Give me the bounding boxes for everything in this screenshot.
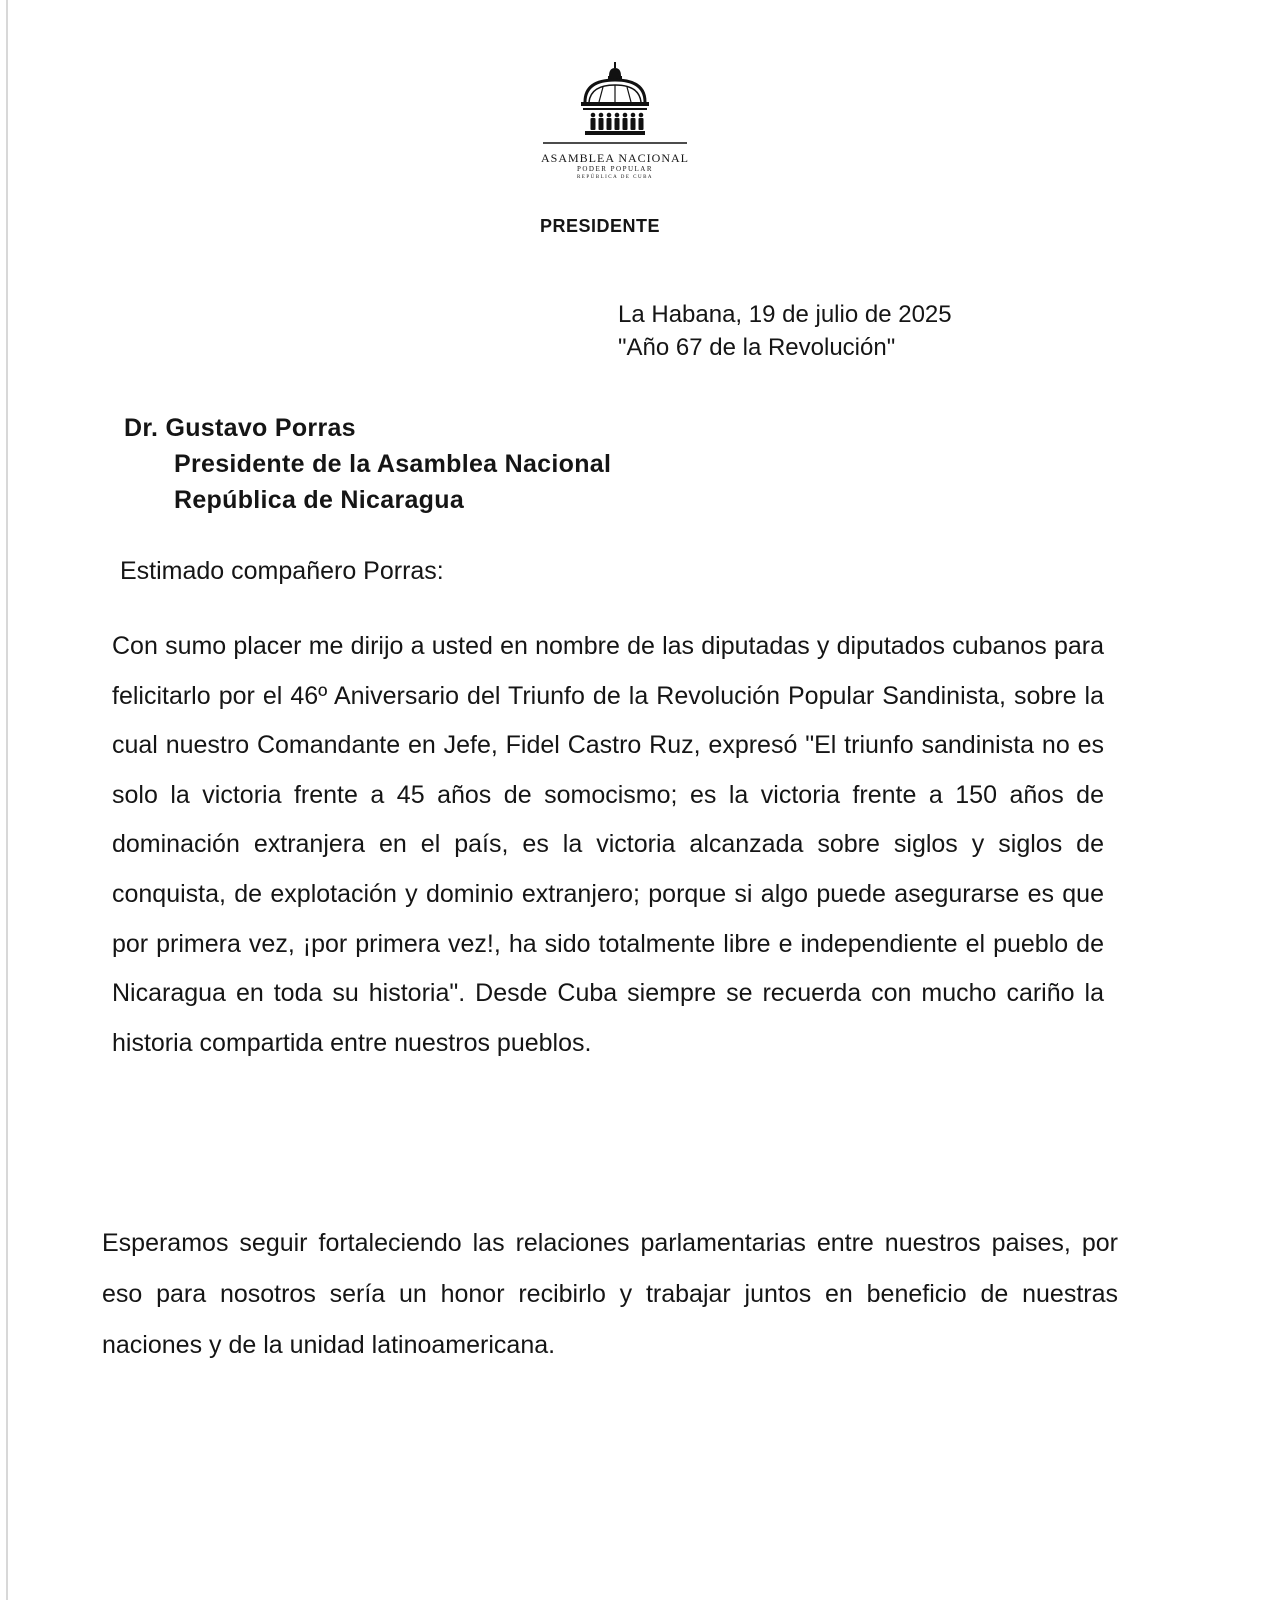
salutation: Estimado compañero Porras:	[120, 557, 444, 585]
body-paragraph-1: Con sumo placer me dirijo a usted en nombre de las diputadas y diputados cubanos para felicitarlo por el 46º Aniversario del Triunfo de la Revolución Popular Sandinista, sobre la cual nuestro Comandante en Jefe, Fidel Castro Ruz, expresó "El triunfo sandinista no es solo la victoria frente a 45 años de somocismo; es la victoria frente a 150 años de dominación extranjera en el país, es la victoria alcanzada sobre siglos y siglos de conquista, de explotación y dominio extranjero; porque si algo puede asegurarse es que por primera vez, ¡por primera vez!, ha sido totalmente libre e independiente el pueblo de Nicaragua en toda su historia". Desde Cuba siempre se recuerda con mucho cariño la historia compartida entre nuestros pueblos.	[112, 632, 1104, 1057]
recipient-block	[124, 410, 611, 518]
recipient-country: República de Nicaragua	[174, 486, 465, 514]
body-paragraph-2: Esperamos seguir fortaleciendo las relaciones parlamentarias entre nuestros paises, por eso para nosotros sería un honor recibirlo y trabajar juntos en beneficio de nuestras naciones y de la unidad latinoamericana.	[102, 1229, 1118, 1359]
institution-name: ASAMBLEA NACIONAL	[540, 151, 689, 165]
recipient-name: Dr. Gustavo Porras	[124, 414, 356, 442]
office-title: PRESIDENTE	[540, 216, 661, 236]
letterhead	[500, 58, 730, 181]
place-date: La Habana, 19 de julio de 2025	[618, 301, 952, 328]
recipient-position: Presidente de la Asamblea Nacional	[174, 450, 612, 478]
institution-country: REPÚBLICA DE CUBA	[576, 175, 654, 180]
year-motto: "Año 67 de la Revolución"	[618, 334, 896, 361]
institution-subtitle: PODER POPULAR	[576, 165, 654, 173]
date-block	[618, 298, 952, 364]
capitol-dome-icon	[500, 58, 730, 150]
page-edge	[6, 0, 8, 1600]
